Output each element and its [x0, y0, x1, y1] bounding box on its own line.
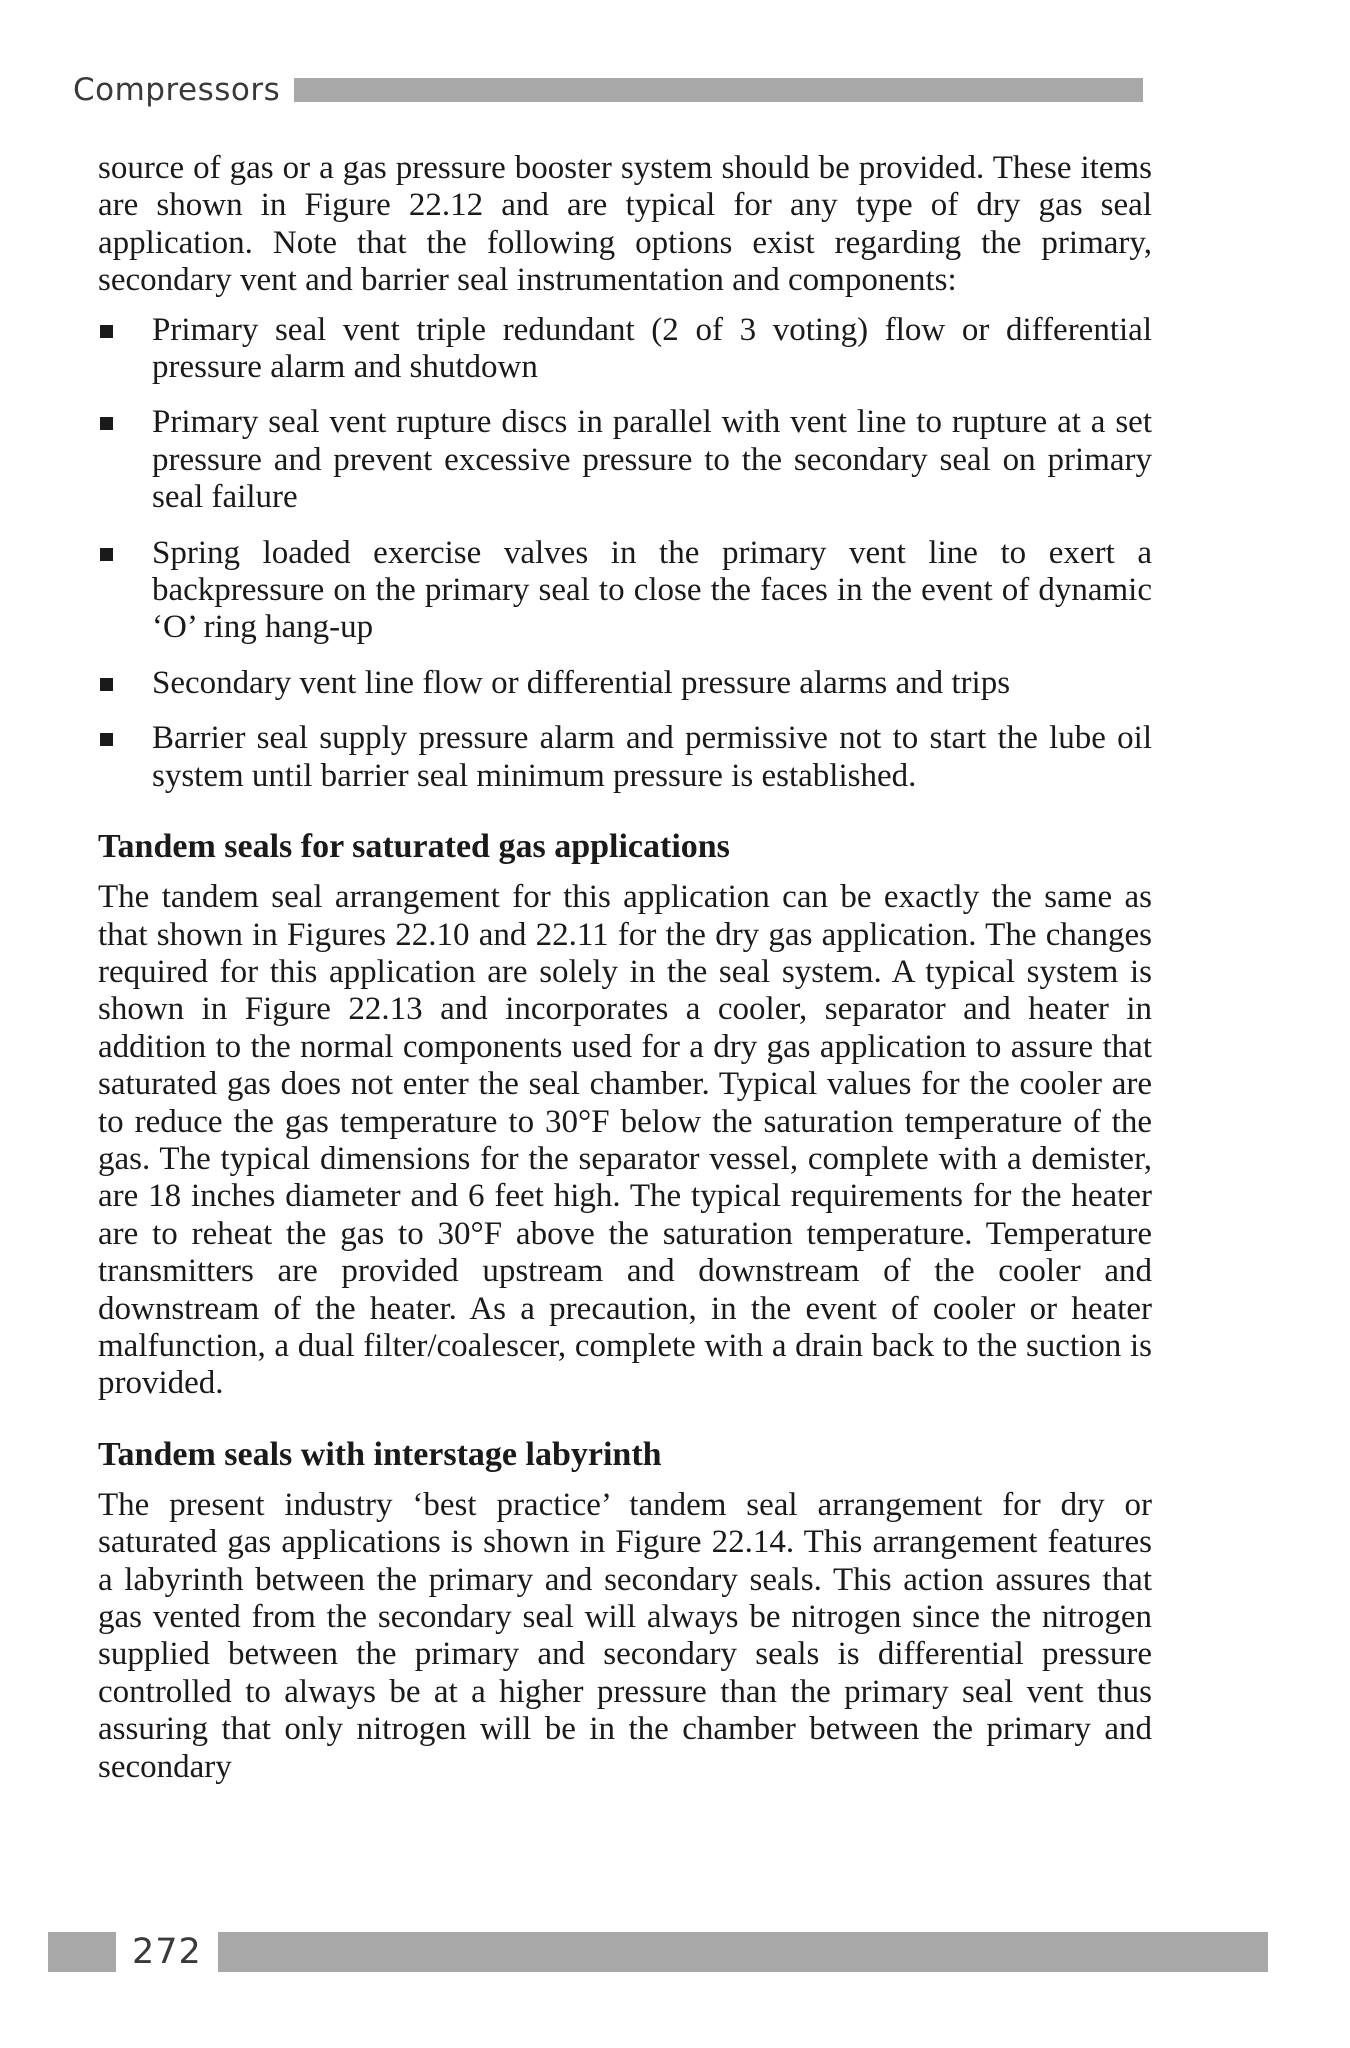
- list-item: [98, 312, 1152, 387]
- running-head-title: Compressors: [73, 72, 281, 108]
- list-item-text: Secondary vent line flow or differential pressure alarms and trips: [152, 664, 1011, 701]
- list-item: [98, 720, 1152, 795]
- section-paragraph-labyrinth: The present industry ‘best practice’ tandem seal arrangement for dry or saturated gas applications is shown in Figure 22.14. This arrangement features a labyrinth between the primary and secondary seals. This action assures that gas vented from the secondary seal will always be nitrogen since the nitrogen supplied between the primary and secondary seals is differential pressure controlled to always be at a higher pressure than the primary seal vent thus assuring that only nitrogen will be in the chamber between the primary and secondary: [98, 1486, 1152, 1785]
- list-item: [98, 665, 1152, 702]
- page-number: 272: [132, 1932, 202, 1972]
- list-item-text: Primary seal vent triple redundant (2 of 3 voting) flow or differential pressure alarm and shutdown: [152, 311, 1152, 386]
- footer-block: [48, 1932, 116, 1972]
- bullet-square-icon: [100, 678, 113, 691]
- section-heading-labyrinth: Tandem seals with interstage labyrinth: [98, 1435, 662, 1473]
- footer-rule: [218, 1932, 1268, 1972]
- page-body: [98, 150, 1152, 1786]
- intro-paragraph: source of gas or a gas pressure booster system should be provided. These items are shown in Figure 22.12 and are typical for any type of dry gas seal application. Note that the following options exist regarding the primary, secondary vent and barrier seal instrumentation and components:: [98, 150, 1152, 299]
- list-item: [98, 535, 1152, 647]
- bullet-square-icon: [100, 733, 113, 746]
- section-paragraph-saturated: The tandem seal arrangement for this application can be exactly the same as that shown in Figures 22.10 and 22.11 for the dry gas application. The changes required for this application are solely in the seal system. A typical system is shown in Figure 22.13 and incorporates a cooler, separator and heater in addition to the normal components used for a dry gas application to assure that saturated gas does not enter the seal chamber. Typical values for the cooler are to reduce the gas temperature to 30°F below the saturation temperature of the gas. The typical dimensions for the separator vessel, complete with a demister, are 18 inches diameter and 6 feet high. The typical requirements for the heater are to reheat the gas to 30°F above the saturation temperature. Temperature transmitters are provided upstream and downstream of the cooler and downstream of the heater. As a precaution, in the event of cooler or heater malfunction, a dual filter/coalescer, complete with a drain back to the suction is provided.: [98, 879, 1152, 1402]
- list-item-text: Spring loaded exercise valves in the primary vent line to exert a backpressure on the primary seal to close the faces in the event of dynamic ‘O’ ring hang-up: [152, 534, 1152, 646]
- options-list: [98, 312, 1152, 795]
- list-item: [98, 404, 1152, 516]
- bullet-square-icon: [100, 325, 113, 338]
- list-item-text: Primary seal vent rupture discs in parallel with vent line to rupture at a set pressure and prevent excessive pressure to the secondary seal on primary seal failure: [152, 404, 1152, 516]
- bullet-square-icon: [100, 548, 113, 561]
- running-head-rule: [294, 78, 1143, 102]
- section-heading-saturated: Tandem seals for saturated gas applications: [98, 828, 730, 866]
- bullet-square-icon: [100, 417, 113, 430]
- list-item-text: Barrier seal supply pressure alarm and permissive not to start the lube oil system until barrier seal minimum pressure is established.: [152, 720, 1152, 794]
- page-footer: [48, 1930, 1268, 1974]
- running-head: [73, 70, 1143, 110]
